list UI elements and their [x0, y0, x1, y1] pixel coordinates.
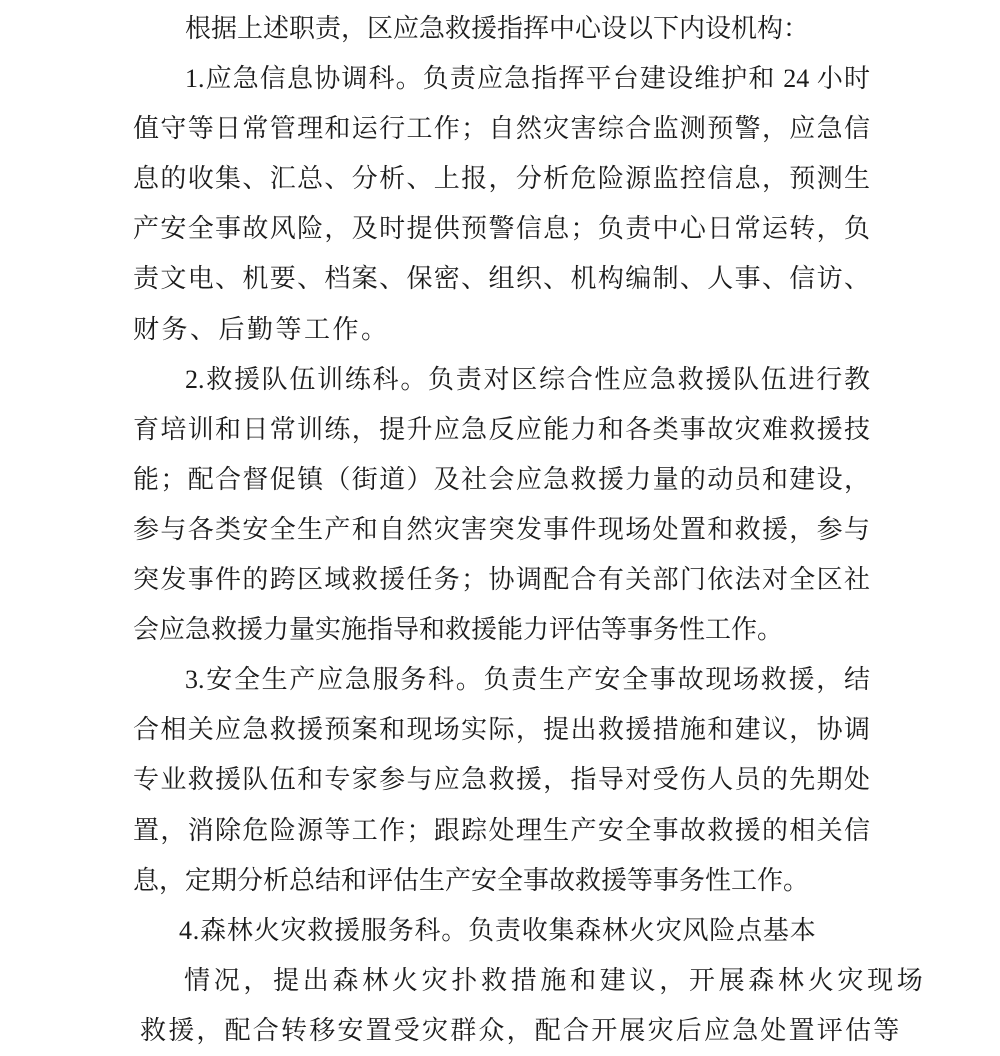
text-line: 参与各类安全生产和自然灾害突发事件现场处置和救援，参与	[133, 514, 870, 544]
text-line: 2.救援队伍训练科。负责对区综合性应急救援队伍进行教	[185, 364, 870, 394]
text-line: 置，消除危险源等工作；跟踪处理生产安全事故救援的相关信	[133, 815, 870, 845]
text-line: 责文电、机要、档案、保密、组织、机构编制、人事、信访、	[133, 264, 870, 294]
text-line: 会应急救援力量实施指导和救援能力评估等事务性工作。	[133, 615, 784, 645]
text-line: 财务、后勤等工作。	[133, 314, 390, 344]
text-line: 能；配合督促镇（街道）及社会应急救援力量的动员和建设，	[133, 464, 870, 494]
text-line: 根据上述职责，区应急救援指挥中心设以下内设机构：	[185, 14, 810, 43]
text-line: 息，定期分析总结和评估生产安全事故救援等事务性工作。	[133, 865, 810, 895]
document-text-block	[133, 4, 927, 1056]
text-line: 专业救援队伍和专家参与应急救援，指导对受伤人员的先期处	[133, 765, 870, 795]
text-line: 值守等日常管理和运行工作；自然灾害综合监测预警，应急信	[133, 114, 870, 144]
text-line: 育培训和日常训练，提升应急反应能力和各类事故灾难救援技	[133, 414, 870, 444]
text-line: 1.应急信息协调科。负责应急指挥平台建设维护和 24 小时	[185, 64, 870, 94]
text-line: 救援，配合转移安置受灾群众，配合开展灾后应急处置评估等	[140, 1015, 902, 1045]
text-line: 产安全事故风险，及时提供预警信息；负责中心日常运转，负	[133, 214, 870, 244]
text-line: 突发事件的跨区域救援任务；协调配合有关部门依法对全区社	[133, 565, 870, 595]
text-line: 4.森林火灾救援服务科。负责收集森林火灾风险点基本	[179, 915, 817, 945]
text-line: 情况，提出森林火灾扑救措施和建议，开展森林火灾现场	[184, 965, 927, 995]
text-line: 息的收集、汇总、分析、上报，分析危险源监控信息，预测生	[133, 164, 870, 194]
text-line: 3.安全生产应急服务科。负责生产安全事故现场救援，结	[185, 665, 870, 695]
text-line: 合相关应急救援预案和现场实际，提出救援措施和建议，协调	[133, 715, 870, 745]
